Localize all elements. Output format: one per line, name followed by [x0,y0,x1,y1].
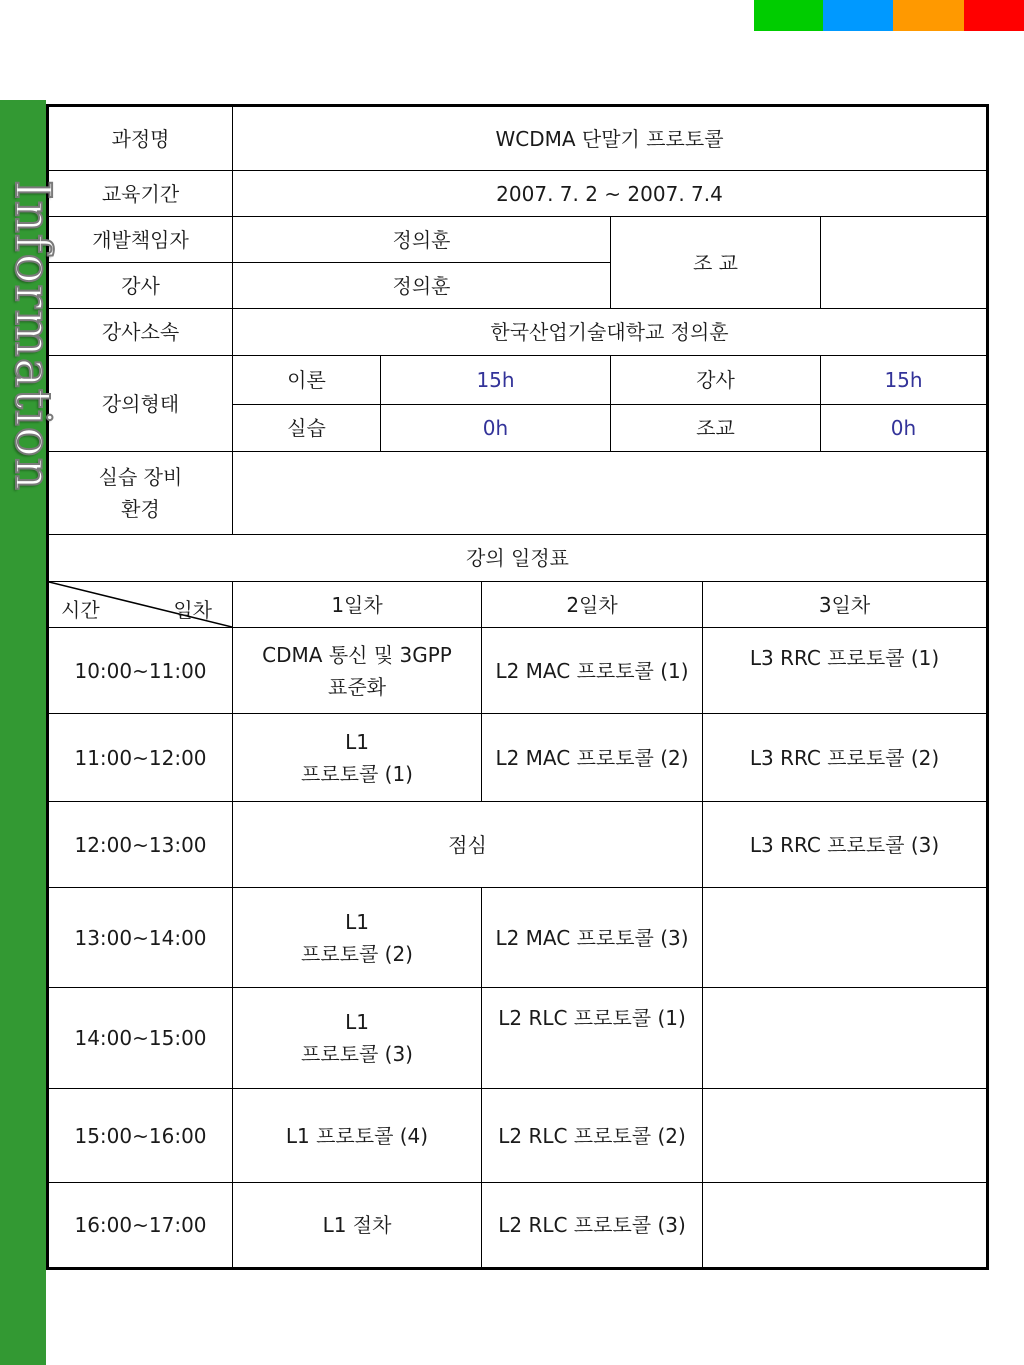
time-day-header [48,582,233,628]
equipment-value [233,452,988,535]
table-row [48,628,988,714]
color-bar-red [964,0,1024,31]
assistant-hours-label: 조교 [611,405,821,452]
day-2-session: L2 RLC 프로토콜 (1) [482,988,703,1089]
day-3-session: L3 RRC 프로토콜 (3) [703,802,988,888]
color-bar-blue [823,0,893,31]
day-3-header: 3일차 [703,582,988,628]
instructor-label: 강사 [48,263,233,309]
time-slot: 11:00~12:00 [48,714,233,802]
day-2-session: L2 MAC 프로토콜 (2) [482,714,703,802]
table-row [48,714,988,802]
day-1-session: L1 프로토콜 (2) [233,888,482,988]
color-bar-green [754,0,823,31]
day-header: 일차 [173,598,212,622]
side-title: Information [4,180,62,492]
time-slot: 13:00~14:00 [48,888,233,988]
period-label: 교육기간 [48,171,233,217]
assistant-label: 조 교 [611,217,821,309]
time-slot: 12:00~13:00 [48,802,233,888]
course-name-label: 과정명 [48,106,233,171]
day-2-session: L2 RLC 프로토콜 (2) [482,1089,703,1183]
instructor-hours-label: 강사 [611,356,821,405]
course-info-table [46,104,989,1270]
day-3-session [703,1183,988,1269]
day-1-session: L1 프로토콜 (3) [233,988,482,1089]
day-3-session: L3 RRC 프로토콜 (1) [703,628,988,714]
time-slot: 14:00~15:00 [48,988,233,1089]
day-2-session: L2 MAC 프로토콜 (3) [482,888,703,988]
practice-hours: 0h [381,405,611,452]
table-row [48,888,988,988]
theory-label: 이론 [233,356,381,405]
time-slot: 10:00~11:00 [48,628,233,714]
day-3-session [703,1089,988,1183]
time-slot: 16:00~17:00 [48,1183,233,1269]
practice-label: 실습 [233,405,381,452]
period-value: 2007. 7. 2 ~ 2007. 7.4 [233,171,988,217]
day-1-session: L1 절차 [233,1183,482,1269]
instructor-hours: 15h [821,356,988,405]
assistant-value [821,217,988,309]
table-row [48,802,988,888]
table-row [48,1089,988,1183]
course-name-value: WCDMA 단말기 프로토콜 [233,106,988,171]
day-3-session: L3 RRC 프로토콜 (2) [703,714,988,802]
day-3-session [703,988,988,1089]
instructor-value: 정의훈 [233,263,611,309]
color-bar-orange [893,0,964,31]
day-2-session: L2 MAC 프로토콜 (1) [482,628,703,714]
format-label: 강의형태 [48,356,233,452]
day-1-header: 1일차 [233,582,482,628]
dev-lead-label: 개발책임자 [48,217,233,263]
time-slot: 15:00~16:00 [48,1089,233,1183]
equipment-label: 실습 장비 환경 [48,452,233,535]
theory-hours: 15h [381,356,611,405]
dev-lead-value: 정의훈 [233,217,611,263]
affiliation-value: 한국산업기술대학교 정의훈 [233,309,988,356]
day-2-header: 2일차 [482,582,703,628]
table-row [48,988,988,1089]
day-3-session [703,888,988,988]
table-row [48,1183,988,1269]
schedule-title: 강의 일정표 [48,535,988,582]
affiliation-label: 강사소속 [48,309,233,356]
day-1-session: L1 프로토콜 (4) [233,1089,482,1183]
day-2-session: L2 RLC 프로토콜 (3) [482,1183,703,1269]
lunch-session: 점심 [233,802,703,888]
day-1-session: L1 프로토콜 (1) [233,714,482,802]
day-1-session: CDMA 통신 및 3GPP 표준화 [233,628,482,714]
time-header: 시간 [61,598,100,622]
assistant-hours: 0h [821,405,988,452]
